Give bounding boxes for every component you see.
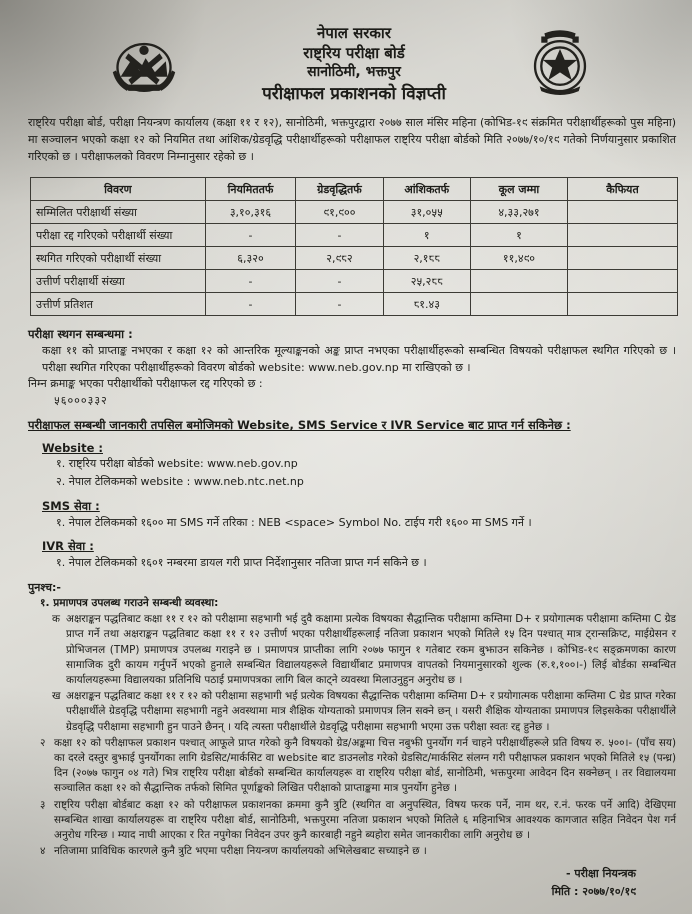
- cell-regular: ३,१०,३१६: [205, 201, 296, 224]
- cell-partial: १: [383, 224, 470, 247]
- cell-total: ११,४९०: [470, 247, 567, 270]
- neb-seal-icon: [521, 24, 599, 102]
- results-table: [30, 177, 678, 316]
- signature-block: [28, 865, 636, 900]
- cell-remark: [568, 224, 678, 247]
- website-heading: Website :: [42, 441, 103, 456]
- row-label: परीक्षा रद्द गरिएको परीक्षार्थी संख्या: [31, 224, 206, 247]
- cancelled-intro: निम्न क्रमाङ्क भएका परीक्षार्थीको परीक्षाफल रद्द गरिएको छ :: [28, 377, 263, 391]
- cell-remark: [568, 247, 678, 270]
- cell-partial: २५,२८८: [383, 270, 470, 293]
- cell-grade: -: [296, 293, 383, 316]
- row-label: स्थगित गरिएको परीक्षार्थी संख्या: [31, 247, 206, 270]
- postscript-heading: पुनश्च:-: [28, 580, 61, 594]
- nepal-government-emblem-icon: [105, 30, 183, 108]
- ivr-heading: IVR सेवा :: [42, 539, 94, 554]
- column-header-remarks: कैफियत: [568, 178, 678, 201]
- cancelled-symbol-number: ५६०००३३२: [54, 393, 108, 407]
- cell-regular: -: [205, 293, 296, 316]
- intro-paragraph: राष्ट्रिय परीक्षा बोर्ड, परीक्षा नियन्त्रण कार्यालय (कक्षा ११ र १२), सानोठिमी, भक्तपुरद्वारा २०७७ साल मंसिर महिना (कोभिड-१९ संक्रमित परीक्षार्थीहरूको पुस महिना) मा सञ्चालन भएको कक्षा १२ को नियमित तथा आंशिक/ग्रेडवृद्धि परीक्षार्थीहरूको परीक्षाफल राष्ट्रिय परीक्षा बोर्डको मिति २०७७/१०/१९ गतेको निर्णयानुसार प्रकाशित गरिएको छ । परीक्षाफलको विवरण निम्नानुसार रहेको छ ।: [28, 116, 676, 164]
- table-row: [31, 224, 678, 247]
- government-line: नेपाल सरकार: [317, 24, 391, 42]
- sms-section: [28, 499, 676, 532]
- website-item: २. नेपाल टेलिकमको website : www.neb.ntc.net.np: [56, 474, 304, 488]
- postponement-heading: परीक्षा स्थगन सम्बन्धमा :: [28, 327, 133, 342]
- table-header-row: [31, 178, 678, 201]
- sms-heading: SMS सेवा :: [42, 498, 100, 513]
- row-label: सम्मिलित परीक्षार्थी संख्या: [31, 201, 206, 224]
- cell-grade: -: [296, 270, 383, 293]
- table-row: [31, 201, 678, 224]
- column-header-total: कूल जम्मा: [470, 178, 567, 201]
- postscript-section: [28, 580, 676, 860]
- notice-title: परीक्षाफल प्रकाशनको विज्ञप्ती: [262, 84, 446, 105]
- signature-date: मिति : २०७७/१०/१९: [551, 884, 636, 898]
- cell-remark: [568, 201, 678, 224]
- cell-partial: ३१,०५५: [383, 201, 470, 224]
- item-marker: ख: [52, 690, 61, 703]
- postscript-item-ka: [52, 612, 676, 688]
- cell-grade: ९१,९००: [296, 201, 383, 224]
- item-marker: २: [40, 736, 46, 749]
- cell-grade: २,९८२: [296, 247, 383, 270]
- certificate-provision-heading: १. प्रमाणपत्र उपलब्ध गराउने सम्बन्धी व्यवस्था:: [40, 596, 219, 609]
- document-header: [28, 24, 676, 108]
- ivr-item: १. नेपाल टेलिकमको १६०१ नम्बरमा डायल गरी प्राप्त निर्देशानुसार नतिजा प्राप्त गर्न सकिने छ ।: [56, 556, 427, 570]
- row-label: उत्तीर्ण प्रतिशत: [31, 293, 206, 316]
- cell-total: [470, 293, 567, 316]
- ivr-section: [28, 539, 676, 572]
- postscript-item-3: [40, 798, 676, 844]
- item-marker: क: [52, 613, 60, 626]
- postponement-body: कक्षा ११ को प्राप्ताङ्क नभएका र कक्षा १२ को आन्तरिक मूल्याङ्कनको अङ्क प्राप्त नभएका परीक्षार्थीहरूको सम्बन्धित विषयको परीक्षाफल स्थगित गरिएको छ । परीक्षा स्थगित गरिएका परीक्षार्थीहरूको विवरण बोर्डको website: www.neb.gov.np मा राखिएको छ ।: [42, 344, 676, 374]
- item-text: कक्षा १२ को परीक्षाफल प्रकाशन पश्चात् आफूले प्राप्त गरेको कुनै विषयको ग्रेड/अङ्कमा चित्त नबुझी पुनर्योग गर्न चाहने परीक्षार्थीहरूले प्रति विषय रु. ५००।- (पाँच सय) का दरले दस्तुर बुझाई पुनर्योगका लागि ग्रेडसिट/मार्कसिट वा website बाट डाउनलोड गरेको ग्रेडसिट/मार्कसिट संलग्न गरी परीक्षाफल प्रकाशन भएको मितिले १५ (पन्ध्र) दिन (२०७७ फागुन ०४ गते) भित्र राष्ट्रिय परीक्षा बोर्डको सम्बन्धित कार्यालयहरू वा राष्ट्रिय परीक्षा बोर्ड, सानोठिमी, भक्तपुरमा आवेदन दिन सक्नेछन् । तर विद्यालयमा सञ्चालित कक्षा १२ को सैद्धान्तिक तर्फको सिमित पूर्णाङ्कको लिखित परीक्षाको प्राप्ताङ्कमा मात्र पुनर्योग हुनेछ ।: [54, 736, 676, 795]
- item-marker: ४: [40, 845, 46, 858]
- postponement-section: [28, 326, 676, 409]
- website-item: १. राष्ट्रिय परीक्षा बोर्डको website: www.neb.gov.np: [56, 457, 298, 471]
- table-row: [31, 247, 678, 270]
- signatory-title: - परीक्षा नियन्त्रक: [566, 867, 636, 881]
- item-text: अक्षराङ्कन पद्धतिबाट कक्षा ११ र १२ को परीक्षामा सहभागी भई प्रत्येक विषयका सैद्धान्तिक परीक्षामा कम्तिमा D+ र प्रयोगात्मक परीक्षामा कम्तिमा C ग्रेड प्राप्त गरेका परीक्षार्थीले ग्रेडवृद्धि परीक्षामा सहभागी नहुने अवस्थामा मात्र शैक्षिक योग्यताको प्रमाणपत्र लिन सक्ने छन् । यसरी शैक्षिक योग्यताका प्रमाणपत्र लिइसकेका परीक्षार्थीले ग्रेडवृद्धि परीक्षामा सहभागी हुन पाउने छैनन् । यदि त्यस्ता परीक्षार्थीले ग्रेडवृद्धि परीक्षामा सहभागी भएमा उक्त परीक्षा स्वतः रद्द हुनेछ ।: [66, 690, 676, 733]
- item-text: नतिजामा प्राविधिक कारणले कुनै त्रुटि भएमा परीक्षा नियन्त्रण कार्यालयको अभिलेखबाट सच्याइने छ ।: [54, 845, 427, 858]
- column-header-partial: आंशिकतर्फ: [383, 178, 470, 201]
- cell-remark: [568, 270, 678, 293]
- postscript-item-kha: [52, 689, 676, 735]
- table-row: [31, 293, 678, 316]
- row-label: उत्तीर्ण परीक्षार्थी संख्या: [31, 270, 206, 293]
- cell-partial: २,१८८: [383, 247, 470, 270]
- item-marker: ३: [40, 798, 46, 811]
- cell-total: [470, 270, 567, 293]
- postscript-item-4: [40, 844, 676, 859]
- cell-total: १: [470, 224, 567, 247]
- sms-item: १. नेपाल टेलिकमको १६०० मा SMS गर्ने तरिका : NEB <space> Symbol No. टाईप गरी १६०० मा SMS गर्ने ।: [56, 515, 532, 529]
- cell-regular: ६,३२०: [205, 247, 296, 270]
- cell-remark: [568, 293, 678, 316]
- board-name: राष्ट्रिय परीक्षा बोर्ड: [303, 43, 405, 62]
- cell-grade: -: [296, 224, 383, 247]
- column-header-grade-increment: ग्रेडवृद्धितर्फ: [296, 178, 383, 201]
- cell-regular: -: [205, 270, 296, 293]
- website-section: [28, 441, 676, 490]
- column-header-regular: नियमिततर्फ: [205, 178, 296, 201]
- header-text-block: [189, 24, 519, 105]
- cell-regular: -: [205, 224, 296, 247]
- table-row: [31, 270, 678, 293]
- postscript-item-2: [40, 736, 676, 797]
- cell-total: ४,३३,२७१: [470, 201, 567, 224]
- item-text: राष्ट्रिय परीक्षा बोर्डबाट कक्षा १२ को परीक्षाफल प्रकाशनका क्रममा कुनै त्रुटि (स्थगित वा अनुपस्थित, विषय फरक पर्ने, नाम थर, र.नं. फरक पर्ने आदि) देखिएमा सम्बन्धित शाखा कार्यालयहरू वा राष्ट्रिय परीक्षा बोर्ड, सानोठिमी, भक्तपुरमा नतिजा प्रकाशन भएको मितिले ६ महिनाभित्र आवश्यक कागजात सहित निवेदन पेश गर्न अनुरोध गरिन्छ । म्याद नाघी आएका र रित नपुगेका निवेदन उपर कुनै कारबाही नहुने ब्यहोरा समेत जानकारीका लागि अनुरोध छ ।: [54, 798, 676, 841]
- result-info-heading: परीक्षाफल सम्बन्धी जानकारी तपसिल बमोजिमको Website, SMS Service र IVR Service बाट प्राप्त गर्न सकिनेछ :: [28, 418, 571, 433]
- board-address: सानोठिमी, भक्तपुर: [307, 64, 401, 80]
- cell-partial: ८१.४३: [383, 293, 470, 316]
- item-text: अक्षराङ्कन पद्धतिबाट कक्षा ११ र १२ को परीक्षामा सहभागी भई दुवै कक्षामा प्रत्येक विषयका सैद्धान्तिक परीक्षामा कम्तिमा D+ र प्रयोगात्मक परीक्षामा कम्तिमा C ग्रेड प्राप्त गर्ने तथा अक्षराङ्कन पद्धतिबाट कक्षा ११ र १२ उत्तीर्ण भएका परीक्षार्थीहरूलाई नतिजा प्रकाशन भएको मितिले १५ दिन पश्चात् मात्र ट्रान्सक्रिप्ट, माईग्रेसन र प्रोभिजनल (TMP) प्रमाणपत्र उपलब्ध गराइने छ । प्रमाणपत्र प्राप्तीका लागि २०७७ फागुन १ गतेबाट रकम बुझाउन सकिनेछ । कोभिड-१९ सङ्क्रमणका कारण सामाजिक दुरी कायम गर्नुपर्ने भएको हुनाले सम्बन्धित विद्यालयहरूले विद्यार्थीबाट प्रमाणपत्र वापतको नियमानुसारको शुल्क (रु.१,१००।-) लिई बोर्डका सम्बन्धित कार्यालयहरूमा विद्यालयका प्रतिनिधि पठाई प्रमाणपत्रका लागि बिल काट्ने व्यवस्था मिलाउनुहुन अनुरोध छ ।: [66, 613, 676, 687]
- column-header-description: विवरण: [31, 178, 206, 201]
